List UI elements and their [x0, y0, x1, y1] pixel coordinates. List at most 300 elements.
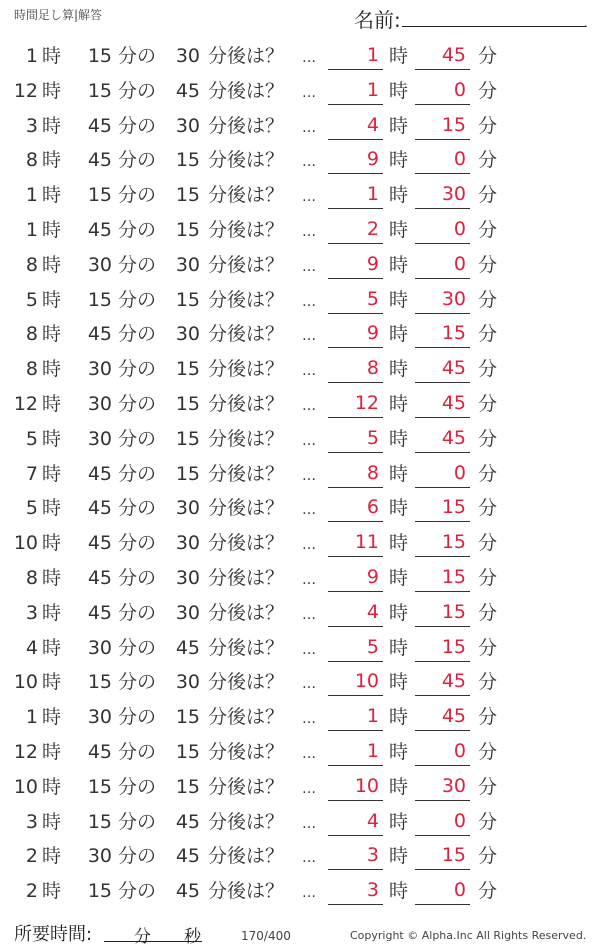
answer-minute-value: 0: [453, 809, 466, 832]
answer-minute-value: 0: [453, 879, 466, 902]
problem-row: [0, 107, 600, 142]
answer-hour-kanji: 時: [389, 45, 409, 67]
after-label: 分後は？: [208, 671, 285, 694]
after-label: 分後は？: [208, 288, 285, 311]
problem-start-minute: 15: [87, 79, 112, 102]
hour-kanji: 時: [42, 671, 62, 694]
problem-added-minutes: 15: [175, 706, 200, 729]
problem-row: [0, 176, 600, 211]
answer-hour-field[interactable]: [328, 426, 383, 453]
problem-start-hour: 12: [13, 79, 38, 102]
problem-row: [0, 524, 600, 559]
answer-minute-field[interactable]: [415, 809, 470, 836]
answer-hour-value: 1: [366, 739, 379, 762]
answer-minute-field[interactable]: [415, 287, 470, 314]
answer-hour-field[interactable]: [328, 878, 383, 905]
answer-hour-field[interactable]: [328, 739, 383, 766]
hour-kanji: 時: [42, 532, 62, 555]
problem-start-hour: 2: [25, 845, 38, 868]
problem-row: [0, 489, 600, 524]
answer-minute-kanji: 分: [478, 184, 498, 207]
problem-start-minute: 45: [87, 532, 112, 555]
after-label: 分後は？: [208, 253, 285, 276]
problem-start-minute: 15: [87, 184, 112, 207]
after-label: 分後は？: [208, 323, 285, 346]
minute-of-label: 分の: [118, 740, 157, 763]
answer-hour-value: 6: [366, 496, 379, 519]
problem-start-minute: 30: [87, 706, 112, 729]
problem-start-hour: 5: [25, 288, 38, 311]
problem-start-hour: 1: [25, 218, 38, 241]
hour-kanji: 時: [42, 218, 62, 241]
minute-of-label: 分の: [118, 184, 157, 207]
answer-minute-field[interactable]: [415, 600, 470, 627]
problem-row: [0, 350, 600, 385]
answer-minute-field[interactable]: [415, 669, 470, 696]
answer-hour-value: 12: [354, 391, 379, 414]
answer-hour-kanji: 時: [389, 810, 409, 833]
after-label: 分後は？: [208, 566, 285, 589]
answer-minute-value: 45: [441, 426, 466, 449]
answer-hour-kanji: 時: [389, 497, 409, 520]
answer-minute-value: 45: [441, 705, 466, 728]
answer-hour-kanji: 時: [389, 218, 409, 241]
answer-minute-value: 45: [441, 670, 466, 693]
minute-of-label: 分の: [118, 427, 157, 450]
problem-row: [0, 803, 600, 838]
problem-start-minute: 30: [87, 358, 112, 381]
answer-minute-kanji: 分: [478, 532, 498, 555]
answer-hour-kanji: 時: [389, 671, 409, 694]
answer-minute-kanji: 分: [478, 462, 498, 485]
minute-of-label: 分の: [118, 253, 157, 276]
ellipsis: …: [302, 745, 316, 762]
problem-start-hour: 2: [25, 880, 38, 903]
minute-of-label: 分の: [118, 671, 157, 694]
problem-start-minute: 45: [87, 740, 112, 763]
hour-kanji: 時: [42, 427, 62, 450]
answer-hour-value: 1: [366, 183, 379, 206]
answer-minute-field[interactable]: [415, 565, 470, 592]
answer-hour-value: 5: [366, 426, 379, 449]
answer-hour-field[interactable]: [328, 356, 383, 383]
answer-minute-field[interactable]: [415, 252, 470, 279]
answer-minute-field[interactable]: [415, 495, 470, 522]
problem-start-hour: 12: [13, 392, 38, 415]
minute-of-label: 分の: [118, 462, 157, 485]
minute-of-label: 分の: [118, 880, 157, 903]
answer-hour-value: 8: [366, 461, 379, 484]
answer-minute-kanji: 分: [478, 566, 498, 589]
problem-added-minutes: 45: [175, 810, 200, 833]
after-label: 分後は？: [208, 114, 285, 137]
answer-hour-field[interactable]: [328, 495, 383, 522]
worksheet-title: 時間足し算|解答: [14, 8, 103, 22]
answer-hour-field[interactable]: [328, 669, 383, 696]
answer-hour-field[interactable]: [328, 704, 383, 731]
answer-minute-field[interactable]: [415, 704, 470, 731]
ellipsis: …: [302, 815, 316, 832]
answer-minute-field[interactable]: [415, 356, 470, 383]
after-label: 分後は？: [208, 497, 285, 520]
answer-minute-value: 15: [441, 496, 466, 519]
answer-hour-field[interactable]: [328, 287, 383, 314]
answer-minute-field[interactable]: [415, 878, 470, 905]
answer-hour-field[interactable]: [328, 43, 383, 70]
problem-start-minute: 30: [87, 845, 112, 868]
answer-minute-field[interactable]: [415, 774, 470, 801]
answer-minute-value: 30: [441, 774, 466, 797]
minute-of-label: 分の: [118, 810, 157, 833]
answer-hour-kanji: 時: [389, 775, 409, 798]
problem-row: [0, 837, 600, 872]
answer-minute-field[interactable]: [415, 217, 470, 244]
minute-of-label: 分の: [118, 845, 157, 868]
problem-added-minutes: 15: [175, 392, 200, 415]
after-label: 分後は？: [208, 601, 285, 624]
answer-minute-kanji: 分: [478, 288, 498, 311]
problem-row: [0, 455, 600, 490]
problem-start-minute: 15: [87, 810, 112, 833]
after-label: 分後は？: [208, 706, 285, 729]
problem-start-hour: 8: [25, 566, 38, 589]
after-label: 分後は？: [208, 218, 285, 241]
answer-minute-kanji: 分: [478, 149, 498, 172]
answer-minute-kanji: 分: [478, 253, 498, 276]
problem-start-hour: 1: [25, 45, 38, 67]
answer-hour-field[interactable]: [328, 530, 383, 557]
problem-start-hour: 5: [25, 497, 38, 520]
answer-minute-field[interactable]: [415, 43, 470, 70]
answer-hour-field[interactable]: [328, 635, 383, 662]
ellipsis: …: [302, 711, 316, 728]
answer-hour-field[interactable]: [328, 843, 383, 870]
problem-start-minute: 45: [87, 218, 112, 241]
hour-kanji: 時: [42, 810, 62, 833]
problem-start-minute: 30: [87, 427, 112, 450]
answer-hour-field[interactable]: [328, 321, 383, 348]
ellipsis: …: [302, 432, 316, 449]
answer-minute-field[interactable]: [415, 461, 470, 488]
answer-hour-kanji: 時: [389, 79, 409, 102]
problem-start-minute: 30: [87, 636, 112, 659]
problem-row: [0, 211, 600, 246]
ellipsis: …: [302, 154, 316, 171]
answer-minute-value: 0: [453, 461, 466, 484]
problem-start-minute: 15: [87, 671, 112, 694]
name-end-dot: .: [584, 16, 588, 30]
after-label: 分後は？: [208, 45, 285, 67]
problem-start-hour: 1: [25, 184, 38, 207]
problem-start-minute: 45: [87, 566, 112, 589]
after-label: 分後は？: [208, 845, 285, 868]
name-entry-line[interactable]: [402, 26, 586, 27]
problem-start-hour: 3: [25, 810, 38, 833]
answer-hour-field[interactable]: [328, 391, 383, 418]
page-number: 170/400: [241, 929, 291, 943]
hour-kanji: 時: [42, 740, 62, 763]
answer-hour-value: 11: [354, 531, 379, 554]
answer-hour-field[interactable]: [328, 217, 383, 244]
answer-minute-value: 0: [453, 739, 466, 762]
after-label: 分後は？: [208, 740, 285, 763]
elapsed-time-label: 所要時間:: [14, 924, 93, 945]
problem-added-minutes: 45: [175, 880, 200, 903]
answer-hour-value: 3: [366, 879, 379, 902]
problem-added-minutes: 30: [175, 45, 200, 67]
problem-row: [0, 768, 600, 803]
answer-minute-kanji: 分: [478, 323, 498, 346]
answer-minute-field[interactable]: [415, 182, 470, 209]
answer-minute-kanji: 分: [478, 740, 498, 763]
answer-minute-value: 15: [441, 565, 466, 588]
problem-start-minute: 45: [87, 323, 112, 346]
minute-of-label: 分の: [118, 323, 157, 346]
problem-start-hour: 5: [25, 427, 38, 450]
answer-minute-value: 15: [441, 844, 466, 867]
ellipsis: …: [302, 537, 316, 554]
answer-minute-kanji: 分: [478, 79, 498, 102]
problem-added-minutes: 45: [175, 636, 200, 659]
after-label: 分後は？: [208, 532, 285, 555]
problem-start-hour: 1: [25, 706, 38, 729]
ellipsis: …: [302, 293, 316, 310]
problem-row: [0, 698, 600, 733]
minute-of-label: 分の: [118, 218, 157, 241]
answer-hour-value: 1: [366, 705, 379, 728]
after-label: 分後は？: [208, 184, 285, 207]
answer-hour-kanji: 時: [389, 462, 409, 485]
answer-minute-value: 45: [441, 391, 466, 414]
answer-hour-kanji: 時: [389, 845, 409, 868]
problem-row: [0, 663, 600, 698]
minute-of-label: 分の: [118, 532, 157, 555]
elapsed-second-label: 秒: [184, 927, 201, 947]
after-label: 分後は？: [208, 427, 285, 450]
answer-hour-kanji: 時: [389, 392, 409, 415]
after-label: 分後は？: [208, 636, 285, 659]
problem-added-minutes: 30: [175, 323, 200, 346]
answer-minute-value: 15: [441, 635, 466, 658]
minute-of-label: 分の: [118, 636, 157, 659]
problem-start-minute: 15: [87, 775, 112, 798]
hour-kanji: 時: [42, 114, 62, 137]
answer-hour-field[interactable]: [328, 461, 383, 488]
ellipsis: …: [302, 676, 316, 693]
problem-added-minutes: 30: [175, 566, 200, 589]
answer-hour-field[interactable]: [328, 600, 383, 627]
answer-hour-field[interactable]: [328, 113, 383, 140]
answer-hour-kanji: 時: [389, 880, 409, 903]
answer-hour-value: 4: [366, 113, 379, 136]
answer-minute-value: 0: [453, 252, 466, 275]
answer-minute-field[interactable]: [415, 843, 470, 870]
problem-added-minutes: 30: [175, 671, 200, 694]
answer-hour-field[interactable]: [328, 809, 383, 836]
ellipsis: …: [302, 606, 316, 623]
answer-minute-value: 0: [453, 78, 466, 101]
problem-row: [0, 559, 600, 594]
answer-minute-field[interactable]: [415, 147, 470, 174]
answer-minute-value: 0: [453, 148, 466, 171]
ellipsis: …: [302, 84, 316, 101]
answer-hour-value: 8: [366, 357, 379, 380]
problem-added-minutes: 15: [175, 288, 200, 311]
problem-row: [0, 37, 600, 72]
problem-start-hour: 8: [25, 358, 38, 381]
answer-hour-field[interactable]: [328, 774, 383, 801]
answer-hour-field[interactable]: [328, 252, 383, 279]
ellipsis: …: [302, 850, 316, 867]
problem-row: [0, 733, 600, 768]
problem-list: [0, 37, 600, 907]
answer-minute-field[interactable]: [415, 113, 470, 140]
problem-start-hour: 4: [25, 636, 38, 659]
problem-added-minutes: 30: [175, 601, 200, 624]
answer-hour-kanji: 時: [389, 184, 409, 207]
after-label: 分後は？: [208, 149, 285, 172]
minute-of-label: 分の: [118, 775, 157, 798]
problem-added-minutes: 15: [175, 775, 200, 798]
answer-minute-field[interactable]: [415, 530, 470, 557]
answer-minute-field[interactable]: [415, 321, 470, 348]
answer-hour-field[interactable]: [328, 78, 383, 105]
problem-start-hour: 10: [13, 671, 38, 694]
answer-hour-field[interactable]: [328, 565, 383, 592]
hour-kanji: 時: [42, 566, 62, 589]
copyright-notice: Copyright © Alpha.Inc All Rights Reserved.: [350, 929, 587, 942]
problem-row: [0, 385, 600, 420]
minute-of-label: 分の: [118, 45, 157, 67]
hour-kanji: 時: [42, 323, 62, 346]
problem-row: [0, 594, 600, 629]
after-label: 分後は？: [208, 880, 285, 903]
problem-row: [0, 872, 600, 907]
answer-minute-field[interactable]: [415, 739, 470, 766]
problem-added-minutes: 15: [175, 184, 200, 207]
ellipsis: …: [302, 363, 316, 380]
problem-start-hour: 10: [13, 532, 38, 555]
after-label: 分後は？: [208, 358, 285, 381]
problem-start-minute: 45: [87, 462, 112, 485]
answer-hour-kanji: 時: [389, 358, 409, 381]
ellipsis: …: [302, 502, 316, 519]
answer-minute-value: 0: [453, 217, 466, 240]
answer-minute-kanji: 分: [478, 671, 498, 694]
minute-of-label: 分の: [118, 601, 157, 624]
answer-minute-value: 15: [441, 113, 466, 136]
answer-minute-kanji: 分: [478, 45, 498, 67]
answer-hour-value: 9: [366, 252, 379, 275]
answer-hour-kanji: 時: [389, 532, 409, 555]
answer-minute-field[interactable]: [415, 635, 470, 662]
problem-start-hour: 12: [13, 740, 38, 763]
problem-row: [0, 281, 600, 316]
answer-hour-kanji: 時: [389, 427, 409, 450]
hour-kanji: 時: [42, 601, 62, 624]
problem-start-hour: 10: [13, 775, 38, 798]
answer-hour-value: 3: [366, 844, 379, 867]
problem-start-minute: 15: [87, 288, 112, 311]
hour-kanji: 時: [42, 392, 62, 415]
answer-minute-kanji: 分: [478, 497, 498, 520]
problem-added-minutes: 45: [175, 79, 200, 102]
problem-added-minutes: 30: [175, 532, 200, 555]
problem-start-hour: 8: [25, 149, 38, 172]
minute-of-label: 分の: [118, 288, 157, 311]
answer-hour-field[interactable]: [328, 182, 383, 209]
hour-kanji: 時: [42, 775, 62, 798]
ellipsis: …: [302, 780, 316, 797]
hour-kanji: 時: [42, 358, 62, 381]
problem-added-minutes: 15: [175, 427, 200, 450]
problem-added-minutes: 15: [175, 218, 200, 241]
hour-kanji: 時: [42, 184, 62, 207]
problem-added-minutes: 15: [175, 149, 200, 172]
after-label: 分後は？: [208, 392, 285, 415]
problem-row: [0, 72, 600, 107]
name-label: 名前:: [354, 8, 401, 32]
ellipsis: …: [302, 467, 316, 484]
answer-minute-value: 45: [441, 44, 466, 66]
answer-minute-kanji: 分: [478, 845, 498, 868]
problem-start-minute: 30: [87, 253, 112, 276]
minute-of-label: 分の: [118, 392, 157, 415]
answer-hour-kanji: 時: [389, 114, 409, 137]
problem-row: [0, 629, 600, 664]
minute-of-label: 分の: [118, 358, 157, 381]
ellipsis: …: [302, 223, 316, 240]
answer-minute-field[interactable]: [415, 78, 470, 105]
answer-hour-value: 10: [354, 670, 379, 693]
problem-row: [0, 420, 600, 455]
ellipsis: …: [302, 397, 316, 414]
problem-added-minutes: 30: [175, 114, 200, 137]
problem-start-minute: 30: [87, 392, 112, 415]
minute-of-label: 分の: [118, 497, 157, 520]
answer-hour-value: 1: [366, 78, 379, 101]
after-label: 分後は？: [208, 810, 285, 833]
answer-minute-kanji: 分: [478, 218, 498, 241]
answer-minute-kanji: 分: [478, 775, 498, 798]
problem-added-minutes: 15: [175, 462, 200, 485]
answer-hour-kanji: 時: [389, 149, 409, 172]
answer-hour-value: 9: [366, 148, 379, 171]
ellipsis: …: [302, 258, 316, 275]
answer-minute-kanji: 分: [478, 880, 498, 903]
answer-hour-value: 1: [366, 44, 379, 66]
problem-start-minute: 45: [87, 601, 112, 624]
answer-minute-field[interactable]: [415, 426, 470, 453]
hour-kanji: 時: [42, 462, 62, 485]
answer-hour-kanji: 時: [389, 601, 409, 624]
answer-minute-kanji: 分: [478, 810, 498, 833]
answer-hour-kanji: 時: [389, 253, 409, 276]
answer-minute-kanji: 分: [478, 427, 498, 450]
problem-start-hour: 3: [25, 114, 38, 137]
answer-minute-value: 45: [441, 357, 466, 380]
answer-hour-value: 4: [366, 809, 379, 832]
problem-start-minute: 45: [87, 114, 112, 137]
problem-added-minutes: 45: [175, 845, 200, 868]
problem-start-minute: 45: [87, 497, 112, 520]
answer-minute-value: 15: [441, 600, 466, 623]
answer-minute-field[interactable]: [415, 391, 470, 418]
hour-kanji: 時: [42, 253, 62, 276]
minute-of-label: 分の: [118, 566, 157, 589]
problem-start-hour: 3: [25, 601, 38, 624]
answer-hour-field[interactable]: [328, 147, 383, 174]
